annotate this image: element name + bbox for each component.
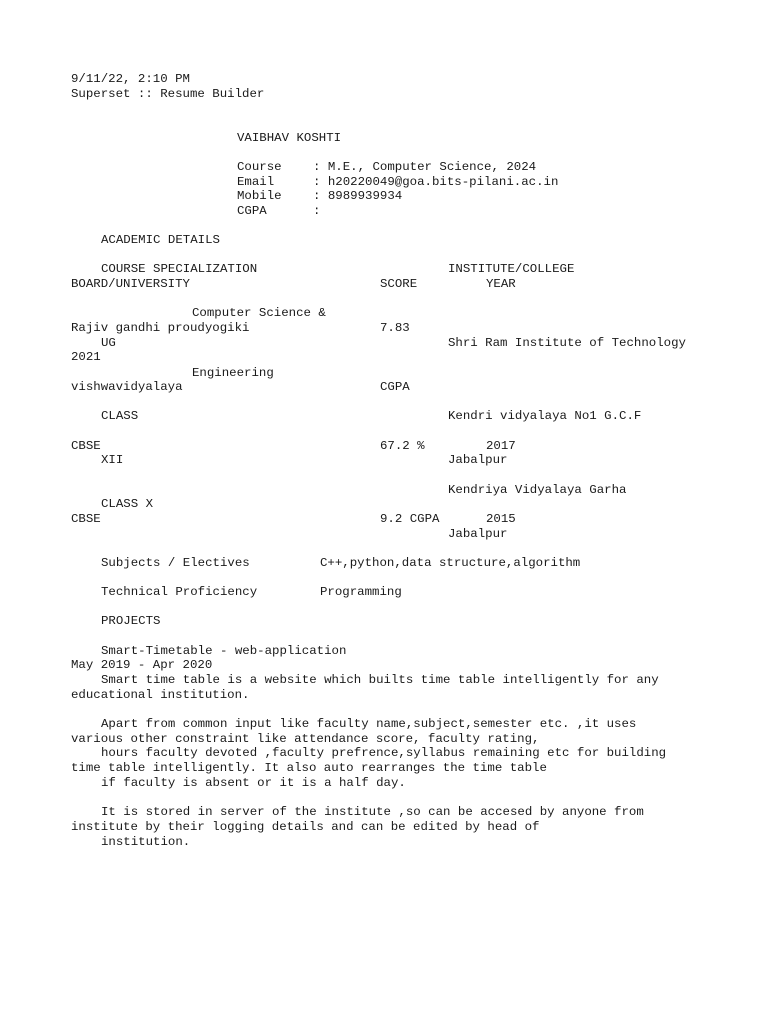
technical-label: Technical Proficiency: [101, 585, 258, 599]
project-desc-line: Smart time table is a website which builts time table intelligently for any: [101, 673, 659, 687]
mobile-value: : 8989939934: [313, 189, 403, 203]
col-board-university: BOARD/UNIVERSITY: [71, 277, 190, 291]
project-dates: May 2019 - Apr 2020: [71, 658, 213, 672]
subjects-value: C++,python,data structure,algorithm: [320, 556, 581, 570]
col-course-specialization: COURSE SPECIALIZATION: [101, 262, 258, 276]
xii-course-line2: XII: [101, 453, 124, 467]
project-title: Smart-Timetable - web-application: [101, 644, 347, 658]
x-institute-line1: Kendriya Vidyalaya Garha: [448, 483, 627, 497]
email-value: : h20220049@goa.bits-pilani.ac.in: [313, 175, 559, 189]
app-title: Superset :: Resume Builder: [71, 87, 265, 101]
xii-board: CBSE: [71, 439, 101, 453]
academic-heading: ACADEMIC DETAILS: [101, 233, 220, 247]
col-institute-college: INSTITUTE/COLLEGE: [448, 262, 575, 276]
course-value: : M.E., Computer Science, 2024: [313, 160, 537, 174]
project-desc-line: hours faculty devoted ,faculty prefrence,syllabus remaining etc for building: [101, 746, 667, 760]
x-board: CBSE: [71, 512, 101, 526]
col-score: SCORE: [380, 277, 418, 291]
x-year: 2015: [486, 512, 516, 526]
mobile-label: Mobile: [237, 189, 282, 203]
x-score: 9.2 CGPA: [380, 512, 440, 526]
ug-board-line2: vishwavidyalaya: [71, 380, 183, 394]
project-desc-line: institute by their logging details and can be edited by head of: [71, 820, 540, 834]
course-label: Course: [237, 160, 282, 174]
xii-score: 67.2 %: [380, 439, 425, 453]
xii-course-line1: CLASS: [101, 409, 139, 423]
project-desc-line: institution.: [101, 835, 191, 849]
email-label: Email: [237, 175, 275, 189]
ug-score: 7.83: [380, 321, 410, 335]
ug-board-line1: Rajiv gandhi proudyogiki: [71, 321, 250, 335]
ug-institute: Shri Ram Institute of Technology: [448, 336, 686, 350]
x-course: CLASS X: [101, 497, 154, 511]
ug-course-line2: Engineering: [192, 366, 274, 380]
candidate-name: VAIBHAV KOSHTI: [237, 131, 342, 145]
project-desc-line: It is stored in server of the institute ,so can be accesed by anyone from: [101, 805, 644, 819]
ug-score-unit: CGPA: [380, 380, 410, 394]
cgpa-label: CGPA: [237, 204, 267, 218]
project-desc-line: Apart from common input like faculty name,subject,semester etc. ,it uses: [101, 717, 637, 731]
cgpa-value: :: [313, 204, 321, 218]
x-institute-line2: Jabalpur: [448, 527, 508, 541]
ug-course-level: UG: [101, 336, 116, 350]
xii-institute-line2: Jabalpur: [448, 453, 508, 467]
project-desc-line: time table intelligently. It also auto rearranges the time table: [71, 761, 547, 775]
subjects-label: Subjects / Electives: [101, 556, 250, 570]
projects-heading: PROJECTS: [101, 614, 161, 628]
project-desc-line: various other constraint like attendance score, faculty rating,: [71, 732, 540, 746]
xii-institute-line1: Kendri vidyalaya No1 G.C.F: [448, 409, 642, 423]
project-desc-line: educational institution.: [71, 688, 250, 702]
print-timestamp: 9/11/22, 2:10 PM: [71, 72, 190, 86]
project-desc-line: if faculty is absent or it is a half day.: [101, 776, 406, 790]
technical-value: Programming: [320, 585, 402, 599]
ug-course-line1: Computer Science &: [192, 306, 326, 320]
col-year: YEAR: [486, 277, 516, 291]
ug-year: 2021: [71, 350, 101, 364]
xii-year: 2017: [486, 439, 516, 453]
